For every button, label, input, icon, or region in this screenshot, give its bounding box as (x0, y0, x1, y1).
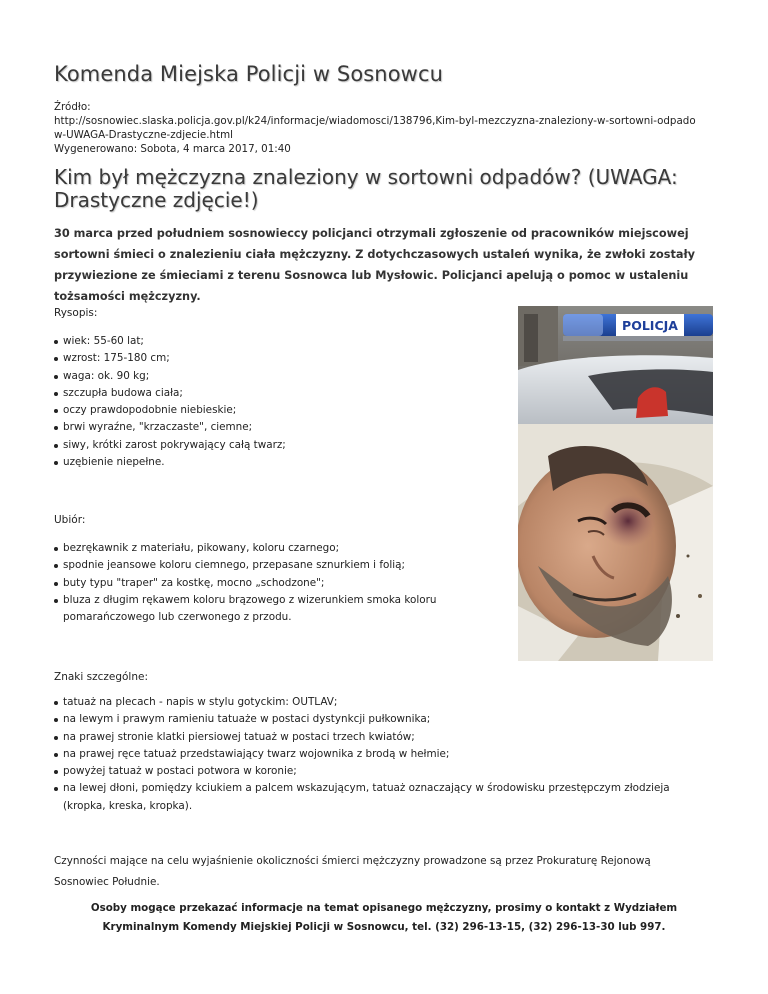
site-title: Komenda Miejska Policji w Sosnowcu (54, 62, 443, 86)
list-item: brwi wyraźne, "krzaczaste", ciemne; (54, 419, 494, 436)
list-item: tatuaż na plecach - napis w stylu gotyckim: OUTLAV; (54, 694, 694, 711)
victim-face-image (518, 424, 713, 661)
special-marks-label: Znaki szczególne: (54, 671, 149, 683)
clothing-label: Ubiór: (54, 514, 86, 526)
list-item: na prawej ręce tatuaż przedstawiający twarz wojownika z brodą w hełmie; (54, 746, 694, 763)
list-item: na prawej stronie klatki piersiowej tatuaż w postaci trzech kwiatów; (54, 729, 694, 746)
clothing-list (54, 540, 474, 626)
article-photo (518, 306, 713, 661)
list-item: bezrękawnik z materiału, pikowany, koloru czarnego; (54, 540, 474, 557)
list-item: wzrost: 175-180 cm; (54, 350, 494, 367)
list-item: spodnie jeansowe koloru ciemnego, przepasane sznurkiem i folią; (54, 557, 474, 574)
article-title: Kim był mężczyzna znaleziony w sortowni odpadów? (UWAGA: Drastyczne zdjęcie!) (54, 165, 678, 212)
police-car-image (518, 306, 713, 424)
description-list (54, 333, 494, 471)
list-item: waga: ok. 90 kg; (54, 368, 494, 385)
generated-date: Wygenerowano: Sobota, 4 marca 2017, 01:40 (54, 143, 291, 155)
list-item: na lewym i prawym ramieniu tatuaże w postaci dystynkcji pułkownika; (54, 711, 694, 728)
photo-illustration (518, 306, 713, 661)
source-url-line-1[interactable]: http://sosnowiec.slaska.policja.gov.pl/k24/informacje/wiadomosci/138796,Kim-byl-mezczyzna-znaleziony-w-sortowni-odpado (54, 115, 696, 127)
list-item: oczy prawdopodobnie niebieskie; (54, 402, 494, 419)
list-item: uzębienie niepełne. (54, 454, 494, 471)
source-label: Źródło: (54, 101, 91, 113)
closing-paragraph: Czynności mające na celu wyjaśnienie okoliczności śmierci mężczyzny prowadzone są przez Prokuraturę Rejonową Sosnowiec Południe. (54, 855, 651, 888)
special-marks-list (54, 694, 694, 815)
source-url-line-2[interactable]: w-UWAGA-Drastyczne-zdjecie.html (54, 129, 233, 141)
list-item: szczupła budowa ciała; (54, 385, 494, 402)
list-item: buty typu "traper" za kostkę, mocno „schodzone"; (54, 575, 474, 592)
list-item: powyżej tatuaż w postaci potwora w koronie; (54, 763, 694, 780)
contact-appeal: Osoby mogące przekazać informacje na temat opisanego mężczyzny, prosimy o kontakt z Wydziałem Kryminalnym Komendy Miejskiej Policji w Sosnowcu, tel. (32) 296-13-15, (32) 296-13-30 lub 997. (90, 902, 678, 933)
source-meta (54, 100, 724, 156)
list-item: siwy, krótki zarost pokrywający całą twarz; (54, 437, 494, 454)
police-sign-text: POLICJA (622, 318, 678, 333)
list-item: wiek: 55-60 lat; (54, 333, 494, 350)
list-item: na lewej dłoni, pomiędzy kciukiem a palcem wskazującym, tatuaż oznaczający w środowisku przestępczym złodzieja (kropka, kreska, kropka). (54, 780, 694, 815)
article-lead: 30 marca przed południem sosnowieccy policjanci otrzymali zgłoszenie od pracowników miejscowej sortowni śmieci o znalezieniu ciała mężczyzny. Z dotychczasowych ustaleń wynika, że zwłoki zostały przywiezione ze śmieciami z terenu Sosnowca lub Mysłowic. Policjanci apelują o pomoc w ustaleniu tożsamości mężczyzny. (54, 227, 696, 303)
list-item: bluza z długim rękawem koloru brązowego z wizerunkiem smoka koloru pomarańczowego lub czerwonego z przodu. (54, 592, 474, 627)
description-label: Rysopis: (54, 307, 98, 319)
